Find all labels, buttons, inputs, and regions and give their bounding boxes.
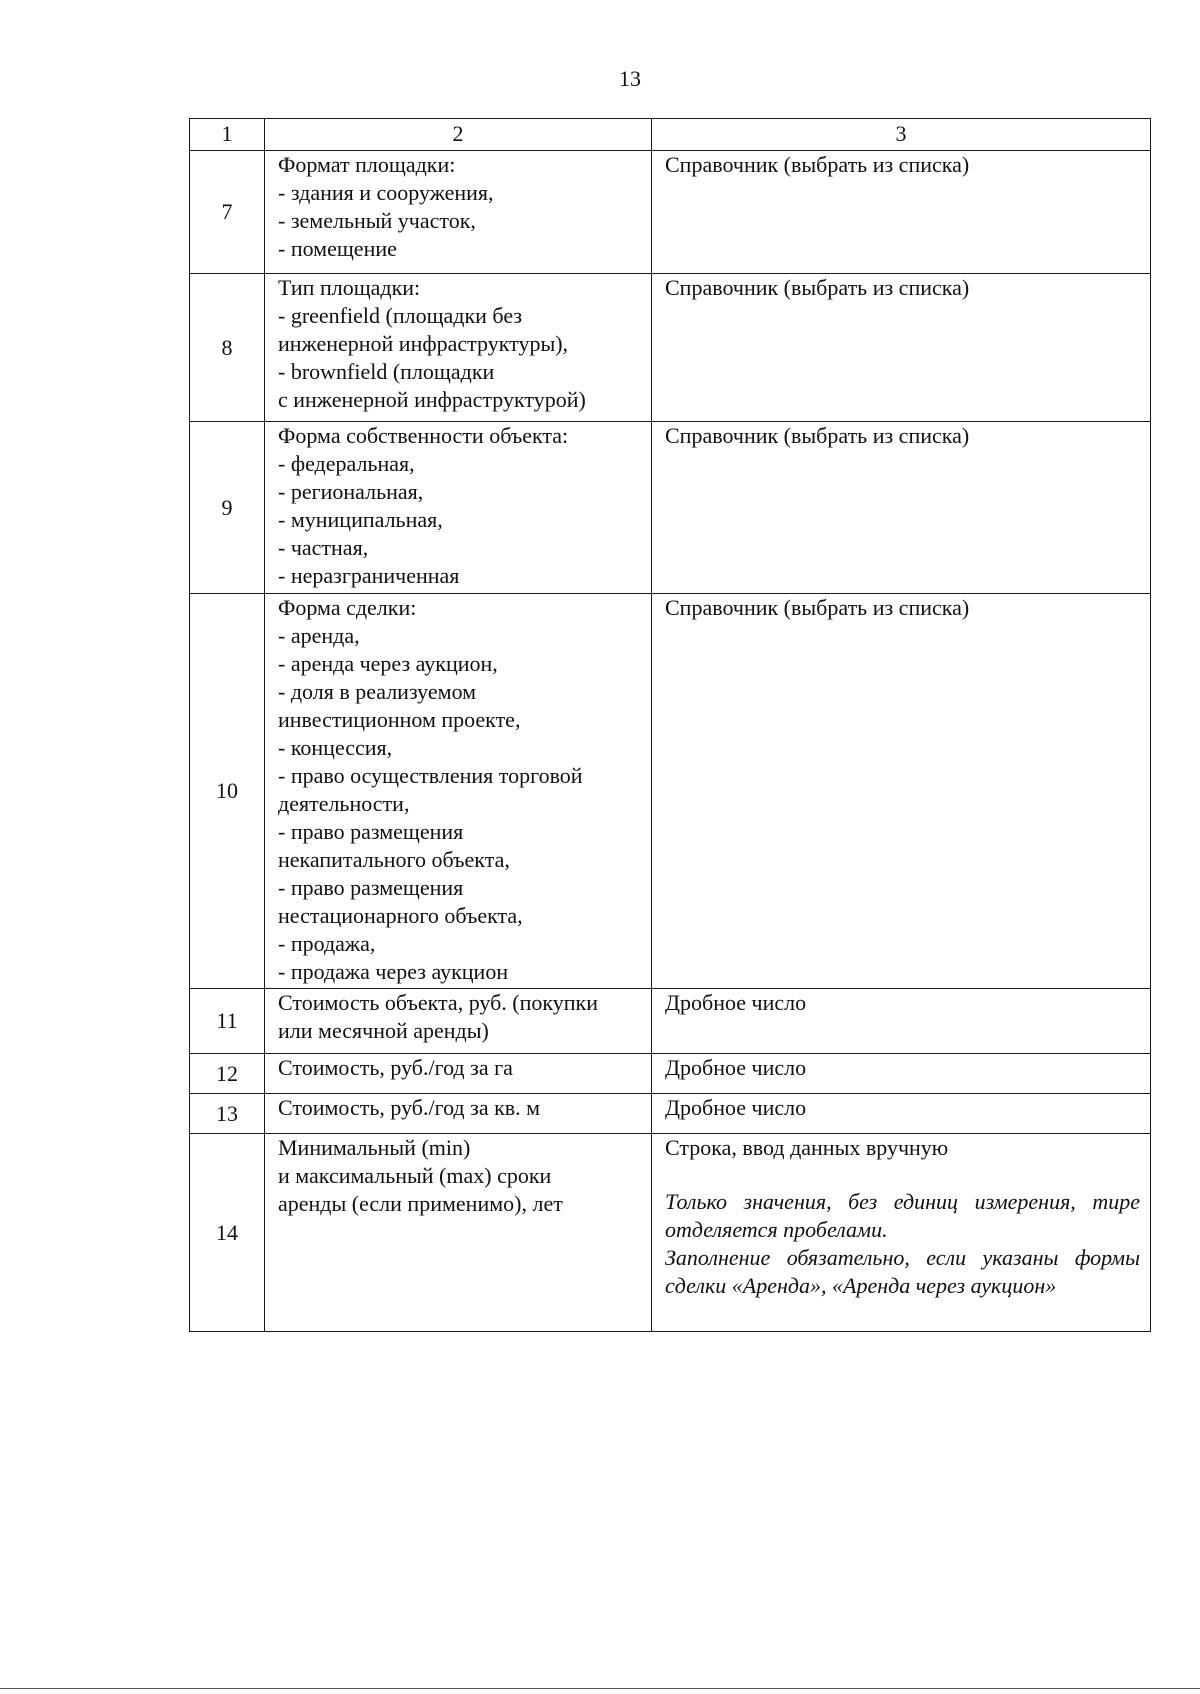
description-line: Минимальный (min)	[278, 1135, 471, 1160]
row-number-cell: 11	[190, 989, 265, 1054]
field-type-cell	[652, 274, 1151, 422]
row-number-cell: 7	[190, 151, 265, 274]
row-number-cell: 14	[190, 1134, 265, 1332]
description-line: Тип площадки:	[278, 275, 421, 300]
field-description-cell	[265, 274, 652, 422]
table-row	[190, 422, 1151, 594]
row-number-cell: 12	[190, 1054, 265, 1094]
description-line: - муниципальная,	[278, 507, 443, 532]
field-description-cell	[265, 1094, 652, 1134]
description-line: - продажа через аукцион	[278, 959, 509, 984]
description-line: - концессия,	[278, 735, 393, 760]
row-number-cell: 8	[190, 274, 265, 422]
description-line: аренды (если применимо), лет	[278, 1191, 563, 1216]
field-description-cell	[265, 1134, 652, 1332]
description-line: некапитального объекта,	[278, 847, 510, 872]
description-line: - здания и сооружения,	[278, 180, 494, 205]
description-line: Стоимость объекта, руб. (покупки	[278, 990, 599, 1015]
description-line: Форма сделки:	[278, 595, 417, 620]
description-line: - аренда через аукцион,	[278, 651, 498, 676]
description-line: - право размещения	[278, 875, 464, 900]
field-description-cell	[265, 422, 652, 594]
description-line: Форма собственности объекта:	[278, 423, 569, 448]
field-type-cell	[652, 1054, 1151, 1094]
description-line: - доля в реализуемом	[278, 679, 477, 704]
description-line: - право размещения	[278, 819, 464, 844]
table-row	[190, 1134, 1151, 1332]
row-number-cell: 9	[190, 422, 265, 594]
field-type-cell	[652, 1094, 1151, 1134]
type-line: Дробное число	[665, 1055, 807, 1080]
description-line: инвестиционном проекте,	[278, 707, 521, 732]
field-type-cell	[652, 151, 1151, 274]
description-line: инженерной инфраструктуры),	[278, 331, 569, 356]
description-line: - продажа,	[278, 931, 376, 956]
table-row	[190, 1094, 1151, 1134]
type-notes	[665, 1188, 1140, 1300]
field-description-cell	[265, 989, 652, 1054]
description-line: Формат площадки:	[278, 152, 456, 177]
type-line: Дробное число	[665, 1095, 807, 1120]
type-line: Справочник (выбрать из списка)	[665, 423, 970, 448]
description-line: деятельности,	[278, 791, 410, 816]
description-line: или месячной аренды)	[278, 1018, 489, 1043]
table-row	[190, 989, 1151, 1054]
field-description-cell	[265, 594, 652, 989]
header-cell-1: 1	[190, 119, 265, 151]
description-line: - частная,	[278, 535, 369, 560]
header-cell-2: 2	[265, 119, 652, 151]
description-line: и максимальный (max) сроки	[278, 1163, 552, 1188]
type-line: Строка, ввод данных вручную	[665, 1135, 949, 1160]
description-line: - аренда,	[278, 623, 360, 648]
type-line: Справочник (выбрать из списка)	[665, 275, 970, 300]
table-row	[190, 1054, 1151, 1094]
type-note: Только значения, без единиц измерения, тире отделяется пробелами.	[665, 1189, 1140, 1242]
field-description-cell	[265, 1054, 652, 1094]
description-line: Стоимость, руб./год за га	[278, 1055, 513, 1080]
specification-table	[189, 118, 1151, 1332]
description-line: с инженерной инфраструктурой)	[278, 387, 586, 412]
table-row	[190, 594, 1151, 989]
description-line: - greenfield (площадки без	[278, 303, 523, 328]
row-number-cell: 10	[190, 594, 265, 989]
row-number-cell: 13	[190, 1094, 265, 1134]
field-type-cell	[652, 989, 1151, 1054]
type-line: Дробное число	[665, 990, 807, 1015]
description-line: - региональная,	[278, 479, 424, 504]
field-type-cell	[652, 1134, 1151, 1332]
page-bottom-rule	[0, 1688, 1200, 1689]
page-number: 13	[619, 66, 641, 91]
type-note: Заполнение обязательно, если указаны формы сделки «Аренда», «Аренда через аукцион»	[665, 1245, 1140, 1298]
description-line: - brownfield (площадки	[278, 359, 495, 384]
type-line: Справочник (выбрать из списка)	[665, 152, 970, 177]
description-line: нестационарного объекта,	[278, 903, 523, 928]
table-row	[190, 274, 1151, 422]
description-line: - помещение	[278, 236, 397, 261]
table-header-row	[190, 119, 1151, 151]
description-line: - неразграниченная	[278, 563, 460, 588]
description-line: Стоимость, руб./год за кв. м	[278, 1095, 541, 1120]
field-type-cell	[652, 422, 1151, 594]
table-row	[190, 151, 1151, 274]
field-type-cell	[652, 594, 1151, 989]
field-description-cell	[265, 151, 652, 274]
header-cell-3: 3	[652, 119, 1151, 151]
description-line: - федеральная,	[278, 451, 415, 476]
description-line: - право осуществления торговой	[278, 763, 583, 788]
type-line: Справочник (выбрать из списка)	[665, 595, 970, 620]
description-line: - земельный участок,	[278, 208, 476, 233]
